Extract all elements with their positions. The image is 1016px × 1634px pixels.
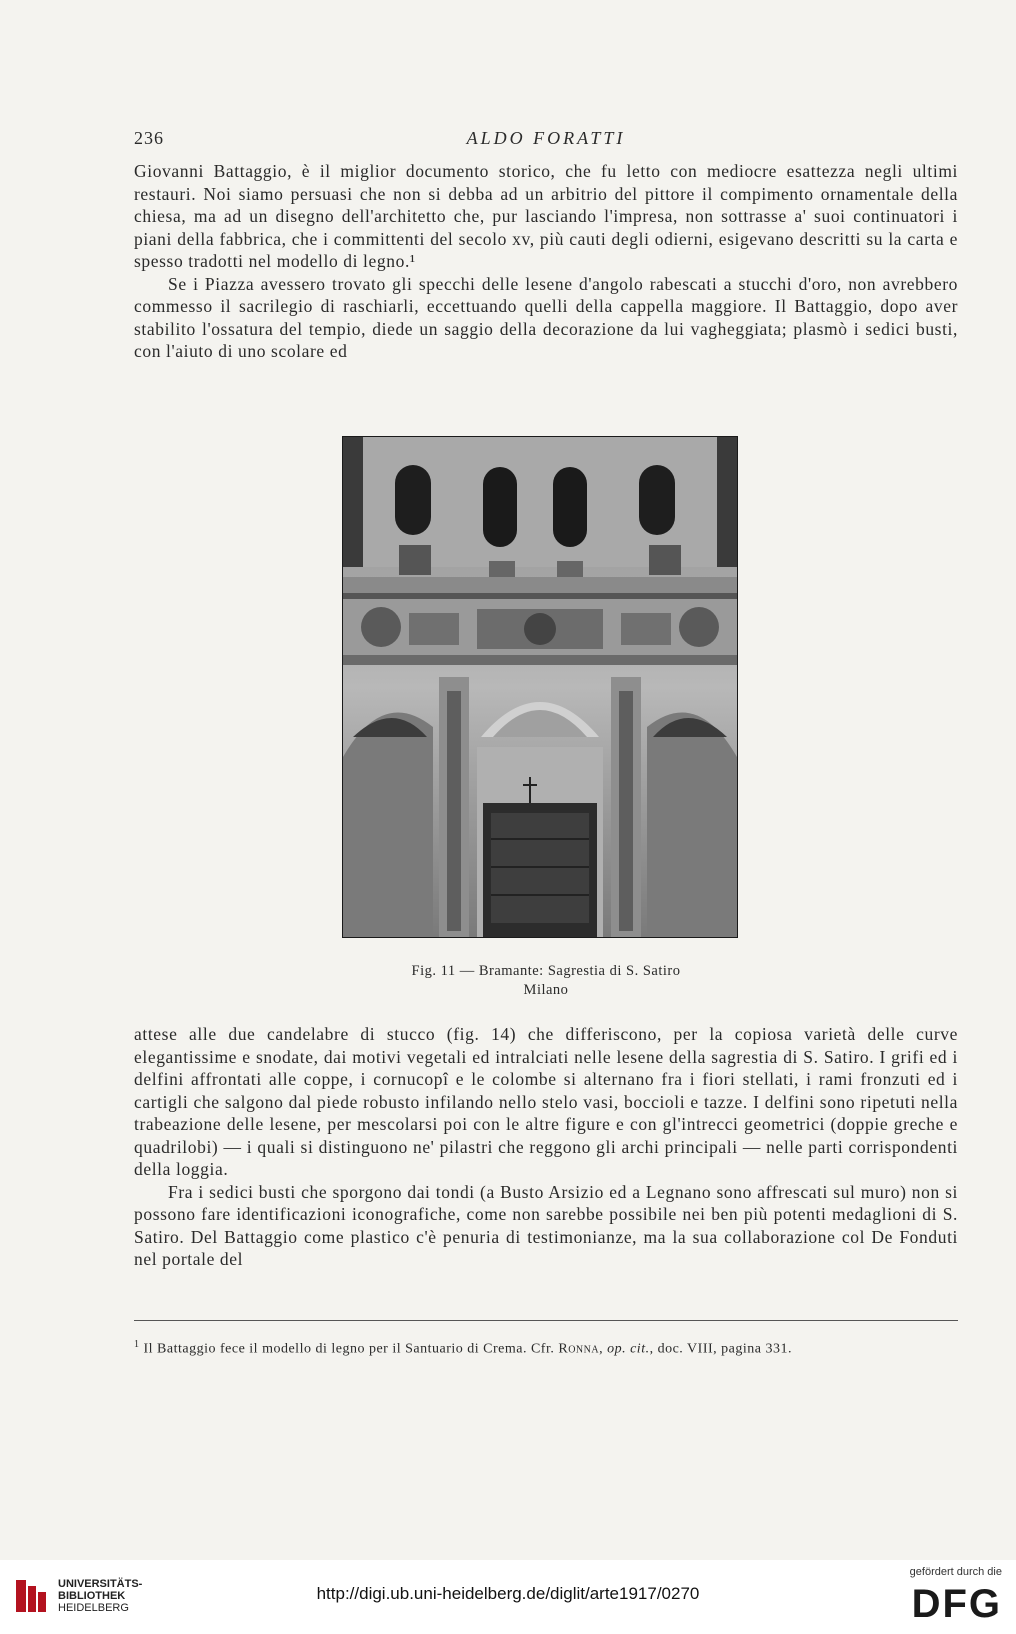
body-text-bottom xyxy=(134,1023,958,1271)
footnote-rule xyxy=(134,1320,958,1321)
page-header xyxy=(134,128,958,152)
library-name-line: UNIVERSITÄTS- xyxy=(58,1578,143,1590)
footnote-marker: 1 xyxy=(134,1339,140,1350)
paragraph: attese alle due candelabre di stucco (fig. 14) che differiscono, per la copiosa varietà delle curve elegantissime e snodate, dai motivi vegetali ed intralciati nelle lesene della sagrestia di S. Satiro. I grifi ed i delfini affrontati alle coppe, i cornucopî e le colombe si alternano fra i fiori stellati, i rami fronzuti ed i cartigli che salgono dal piede robusto infilando nello stelo vasi, boccioli e tazze. I delfini sono ripetuti nella trabeazione delle lesene, per mescolarsi poi con le altre figure e con gl'intrecci geometrici (doppie greche e quadrilobi) — i quali si distinguono ne' pilastri che reggono gli archi principali — nelle parti corrispondenti della loggia. xyxy=(134,1024,958,1179)
dfg-logo: DFG xyxy=(911,1582,1002,1626)
footnote-citation: op. cit. xyxy=(607,1341,650,1357)
paragraph: Giovanni Battaggio, è il miglior documento storico, che fu letto con mediocre esattezza negli ultimi restauri. Noi siamo persuasi che non si debba ad un arbitrio del pittore il compimento ornamentale della chiesa, ma ad un disegno dell'architetto che, pur lasciando l'impresa, non sottrasse a' suoi continuatori i piani della fabbrica, che i committenti del secolo xv, più cauti degli odierni, esigevano descritti su la carta e spesso tradotti nel modello di legno.¹ xyxy=(134,161,958,271)
library-name-line: HEIDELBERG xyxy=(58,1602,129,1614)
figure-photograph xyxy=(342,436,738,938)
page-number: 236 xyxy=(134,128,164,148)
footnote-author: Ronna xyxy=(558,1341,600,1357)
caption-line: Fig. 11 — Bramante: Sagrestia di S. Satiro xyxy=(411,963,681,979)
body-text-top xyxy=(134,160,958,363)
footnote: $^1$ Il Battaggio fece il modello di legno per il Santuario di Crema. Cfr. Ronna, op. cit., doc. VIII, pagina 331. xyxy=(134,1339,792,1357)
digitization-footer xyxy=(0,1560,1016,1634)
paragraph: Fra i sedici busti che sporgono dai tondi (a Busto Arsizio ed a Legnano sono affrescati sul muro) non si possono fare identificazioni iconografiche, come non sarebbe possibile nei ben più potenti medaglioni di S. Satiro. Del Battaggio come plastico c'è penuria di testimonianze, ma la sua collaborazione col De Fonduti nel portale del xyxy=(134,1181,958,1269)
funding-label: gefördert durch die xyxy=(909,1566,1002,1578)
caption-line: Milano xyxy=(523,982,569,998)
sacristy-photo-illustration xyxy=(343,437,737,937)
paragraph: Se i Piazza avessero trovato gli specchi delle lesene d'angolo rabescati a stucchi d'oro, non avrebbero commesso il sacrilegio di raschiarli, eccettuando quelli della cappella maggiore. Il Battaggio, dopo aver stabilito l'ossatura del tempio, diede un saggio della decorazione da lui vagheggiata; plasmò i sedici busti, con l'aiuto di uno scolare ed xyxy=(134,273,958,361)
footnote-text-end: , doc. VIII, pagina 331. xyxy=(649,1341,792,1357)
figure-caption xyxy=(134,962,958,1000)
footnote-text: Il Battaggio fece il modello di legno per il Santuario di Crema. Cfr. xyxy=(143,1341,555,1357)
permalink-url[interactable]: http://digi.ub.uni-heidelberg.de/diglit/arte1917/0270 xyxy=(316,1584,700,1603)
library-name-line: BIBLIOTHEK xyxy=(58,1590,126,1602)
running-title: ALDO FORATTI xyxy=(466,128,626,148)
